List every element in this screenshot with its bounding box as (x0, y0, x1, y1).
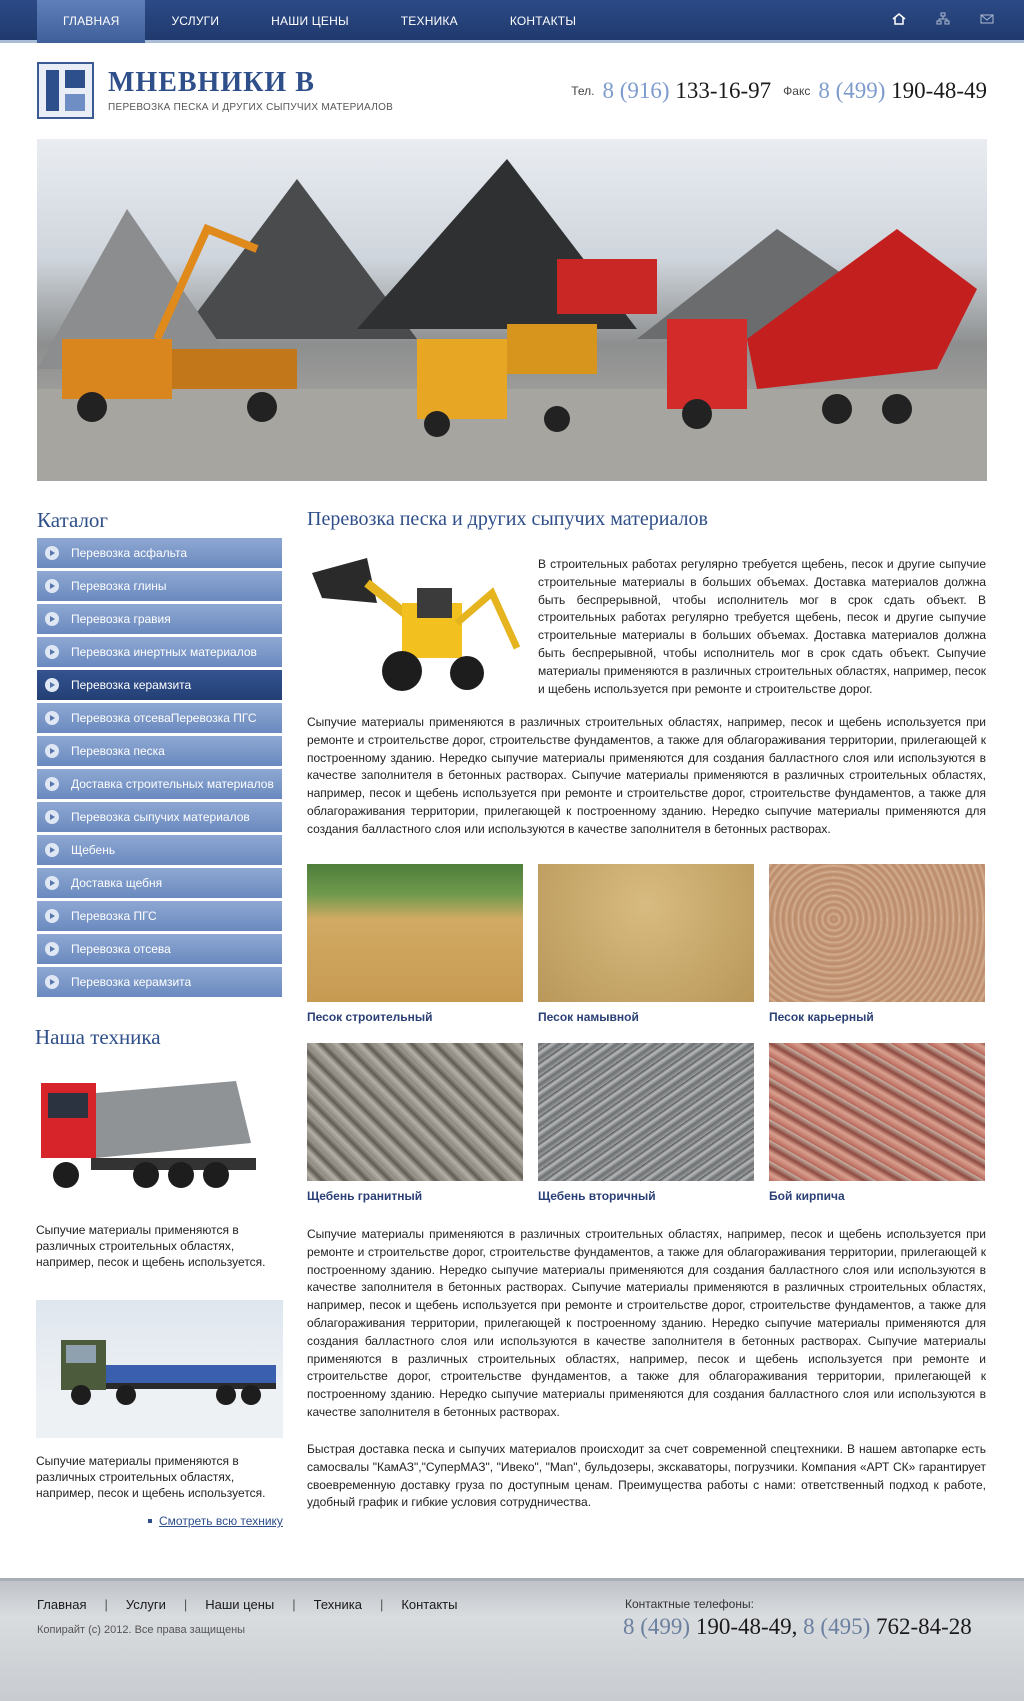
intro-text: В строительных работах регулярно требуется щебень, песок и другие сыпучие строительные материалы в больших объемах. Доставка материалов должна быть беспрерывной, чтобы исполнитель мог в срок сдать объект. В строительных работах регулярно требуется щебень, песок и другие сыпучие строительные материалы в больших объемах. Доставка материалов должна быть беспрерывной, чтобы исполнитель мог в срок сдать объект. Сыпучие материалы применяются в различных строительных областях, например, песок и щебень используется при ремонте и строительстве дорог. (538, 557, 986, 696)
fax-code: 8 (499) (818, 78, 886, 103)
flatbed-truck-image[interactable] (36, 1300, 283, 1438)
catalog-item-clay[interactable] (37, 571, 282, 601)
arrow-bullet-icon (45, 612, 59, 626)
catalog-item-label: Доставка строительных материалов (71, 777, 274, 791)
hero-banner-image (37, 139, 987, 481)
footer-phones (623, 1614, 972, 1640)
footer-nav: Главная | Услуги | Наши цены | Техника | Контакты (37, 1597, 458, 1612)
catalog-item-gravel[interactable] (37, 604, 282, 634)
catalog-item-label: Перевозка отсеваПеревозка ПГС (71, 711, 257, 725)
material-caption: Песок строительный (307, 1010, 433, 1024)
catalog-item-keramzit-active[interactable] (37, 670, 282, 700)
nav-home[interactable]: ГЛАВНАЯ (37, 0, 145, 43)
arrow-bullet-icon (45, 843, 59, 857)
arrow-bullet-icon (45, 546, 59, 560)
tel-code: 8 (916) (602, 78, 670, 103)
page-title: Перевозка песка и других сыпучих материалов (307, 508, 708, 530)
catalog-item-label: Перевозка инертных материалов (71, 645, 257, 659)
material-caption: Щебень гранитный (307, 1189, 423, 1203)
material-caption: Песок намывной (538, 1010, 639, 1024)
catalog-item-sand[interactable] (37, 736, 282, 766)
arrow-bullet-icon (45, 975, 59, 989)
copyright: Копирайт (с) 2012. Все права защищены (37, 1624, 246, 1636)
recycled-crushed-stone-photo (538, 1043, 754, 1181)
tel-label: Тел. (571, 84, 595, 98)
footer-phone2-code: 8 (495) (803, 1614, 871, 1639)
material-card[interactable] (538, 864, 754, 1024)
footer-nav-contacts[interactable]: Контакты (401, 1597, 458, 1612)
top-icons (892, 12, 994, 26)
catalog-item-building-materials[interactable] (37, 769, 282, 799)
nav-equipment[interactable]: ТЕХНИКА (400, 14, 458, 28)
equipment-description-2: Сыпучие материалы применяются в различных строительных областях, например, песок и щебень используется. (36, 1454, 266, 1500)
arrow-bullet-icon (45, 876, 59, 890)
catalog-item-label: Перевозка гравия (71, 612, 171, 626)
brick-rubble-photo (769, 1043, 985, 1181)
catalog-item-label: Перевозка отсева (71, 942, 171, 956)
catalog-item-keramzit[interactable] (37, 967, 282, 997)
home-icon[interactable] (892, 12, 906, 26)
catalog-item-crushed-stone[interactable] (37, 835, 282, 865)
catalog-item-label: Щебень (71, 843, 116, 857)
material-card[interactable] (769, 864, 985, 1024)
catalog-item-label: Доставка щебня (71, 876, 163, 890)
top-navigation-bar (0, 0, 1024, 43)
catalog-item-label: Перевозка глины (71, 579, 167, 593)
footer-phone1-code: 8 (499) (623, 1614, 691, 1639)
catalog-item-inert[interactable] (37, 637, 282, 667)
tel-number: 133-16-97 (675, 78, 772, 103)
material-caption: Песок карьерный (769, 1010, 874, 1024)
catalog-title: Каталог (37, 508, 109, 532)
arrow-bullet-icon (45, 909, 59, 923)
catalog-item-crushed-stone-delivery[interactable] (37, 868, 282, 898)
material-caption: Бой кирпича (769, 1189, 845, 1203)
arrow-bullet-icon (45, 579, 59, 593)
equipment-description-1: Сыпучие материалы применяются в различных строительных областях, например, песок и щебень используется. (36, 1223, 266, 1269)
site-subtitle: ПЕРЕВОЗКА ПЕСКА И ДРУГИХ СЫПУЧИХ МАТЕРИАЛОВ (108, 102, 394, 113)
granite-crushed-stone-photo (307, 1043, 523, 1181)
catalog-item-pgs[interactable] (37, 901, 282, 931)
material-caption: Щебень вторичный (538, 1189, 656, 1203)
material-card[interactable] (307, 1043, 523, 1203)
construction-sand-photo (307, 864, 523, 1002)
fax-number: 190-48-49 (891, 78, 987, 103)
catalog-item-label: Перевозка асфальта (71, 546, 188, 560)
arrow-bullet-icon (45, 645, 59, 659)
footer-nav-equipment[interactable]: Техника (313, 1597, 362, 1612)
footer-nav-services[interactable]: Услуги (125, 1597, 166, 1612)
fax-label: Факс (783, 84, 811, 98)
nav-services[interactable]: УСЛУГИ (171, 14, 220, 28)
see-all-equipment-link[interactable]: Смотреть всю технику (148, 1514, 283, 1528)
paragraph-3: Быстрая доставка песка и сыпучих материалов происходит за счет современной спецтехники. В нашем автопарке есть самосвалы "КамАЗ","СуперМАЗ", "Ивеко", "Man", бульдозеры, экскаваторы, погрузчики. Компания «АРТ СК» гарантирует своевременную доставку груза по доступным ценам. Преимущества работы с нами: ответственный подход к работе, удобный график и гибкие условия сотрудничества. (307, 1442, 986, 1510)
catalog-item-label: Перевозка ПГС (71, 909, 157, 923)
dump-truck-image[interactable] (36, 1063, 261, 1203)
washed-sand-photo (538, 864, 754, 1002)
footer-nav-home[interactable]: Главная (37, 1597, 87, 1612)
nav-contacts[interactable]: КОНТАКТЫ (509, 14, 577, 28)
catalog-item-label: Перевозка сыпучих материалов (71, 810, 250, 824)
footer-phone1-number: 190-48-49, (695, 1614, 798, 1639)
sitemap-icon[interactable] (936, 12, 950, 26)
material-card[interactable] (769, 1043, 985, 1203)
logo[interactable] (37, 62, 94, 119)
arrow-bullet-icon (45, 777, 59, 791)
material-card[interactable] (307, 864, 523, 1024)
footer-nav-prices[interactable]: Наши цены (205, 1597, 275, 1612)
backhoe-loader-image (307, 553, 527, 703)
catalog-item-screening[interactable] (37, 934, 282, 964)
catalog-item-asphalt[interactable] (37, 538, 282, 568)
arrow-bullet-icon (45, 942, 59, 956)
equipment-title: Наша техника (35, 1025, 161, 1049)
site-title[interactable]: МНЕВНИКИ В (108, 67, 315, 98)
header-phones (571, 78, 987, 104)
paragraph-2: Сыпучие материалы применяются в различных строительных областях, например, песок и щебень используется при ремонте и строительстве дорог, строительстве фундаментов, а также для облагораживания территории, прилегающей к построенному зданию. Нередко сыпучие материалы применяются для создания балластного слоя или используются в качестве заполнителя в бетонных растворах. Сыпучие материалы применяются в различных строительных областях, например, песок и щебень используется при ремонте и строительстве дорог, строительстве фундаментов, а также для облагораживания территории, прилегающей к построенному зданию. Нередко сыпучие материалы применяются для создания балластного слоя или используются в качестве заполнителя в бетонных растворах. Сыпучие материалы применяются в различных строительных областях, например, песок и щебень используется при ремонте и строительстве дорог, строительстве фундаментов, а также для облагораживания территории, прилегающей к построенному зданию. Нередко сыпучие материалы применяются для создания балластного слоя или используются в качестве заполнителя в бетонных растворах. (307, 1227, 986, 1419)
arrow-bullet-icon (45, 744, 59, 758)
quarry-sand-photo (769, 864, 985, 1002)
nav-prices[interactable]: НАШИ ЦЕНЫ (271, 14, 349, 28)
footer-contacts-label: Контактные телефоны: (625, 1597, 754, 1611)
catalog-menu (37, 538, 282, 1000)
arrow-bullet-icon (45, 810, 59, 824)
top-nav (37, 0, 602, 43)
paragraph-1: Сыпучие материалы применяются в различных строительных областях, например, песок и щебень используется при ремонте и строительстве дорог, строительстве фундаментов, а также для облагораживания территории, прилегающей к построенному зданию. Нередко сыпучие материалы применяются для создания балластного слоя или используются в качестве заполнителя в бетонных растворах. Сыпучие материалы применяются в различных строительных областях, например, песок и щебень используется при ремонте и строительстве дорог, строительстве фундаментов, а также для облагораживания территории, прилегающей к построенному зданию. Нередко сыпучие материалы применяются для создания балластного слоя или используются в качестве заполнителя в бетонных растворах. (307, 715, 986, 836)
mail-icon[interactable] (980, 12, 994, 26)
material-card[interactable] (538, 1043, 754, 1203)
footer-phone2-number: 762-84-28 (875, 1614, 972, 1639)
catalog-item-screening-pgs[interactable] (37, 703, 282, 733)
arrow-bullet-icon (45, 711, 59, 725)
catalog-item-label: Перевозка керамзита (71, 678, 192, 692)
catalog-item-bulk[interactable] (37, 802, 282, 832)
catalog-item-label: Перевозка песка (71, 744, 165, 758)
arrow-bullet-icon (45, 678, 59, 692)
catalog-item-label: Перевозка керамзита (71, 975, 192, 989)
